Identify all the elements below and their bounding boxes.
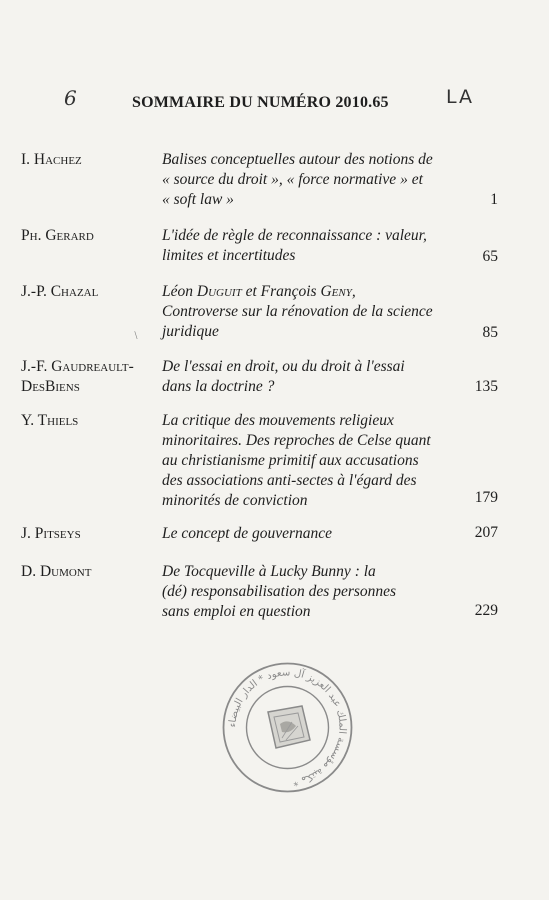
toc-title bbox=[162, 282, 467, 342]
toc-title bbox=[162, 524, 467, 544]
toc-title bbox=[162, 226, 467, 266]
toc-title-line: minorités de conviction bbox=[162, 492, 308, 509]
toc-page-number: 85 bbox=[482, 324, 498, 341]
toc-page-number: 179 bbox=[474, 489, 498, 506]
toc-title-line: sans emploi en question bbox=[162, 603, 311, 620]
toc-title-line: dans la doctrine ? bbox=[162, 378, 275, 395]
toc-title-line: De l'essai en droit, ou du droit à l'essai bbox=[162, 358, 405, 375]
toc-title-line: « source du droit », « force normative » et bbox=[162, 171, 423, 188]
toc-page-number: 135 bbox=[474, 378, 498, 395]
toc-author-line: J.-F. Gaudreault- bbox=[21, 358, 134, 375]
toc-author: Y. Thiels bbox=[21, 412, 79, 429]
toc-title bbox=[162, 150, 467, 210]
toc-title-line: Balises conceptuelles autour des notions de bbox=[162, 151, 433, 168]
toc-author: D. Dumont bbox=[21, 563, 92, 580]
stamp-text: مكتبة مؤسسة الملك عبد العزيز آل سعود * الدار البيضاء * bbox=[227, 667, 348, 788]
toc-title-line: Controverse sur la rénovation de la science bbox=[162, 303, 433, 320]
toc-author: J.-P. Chazal bbox=[21, 283, 99, 300]
handwritten-mark-left: 6 bbox=[64, 86, 77, 110]
toc-title-line: Le concept de gouvernance bbox=[162, 525, 333, 542]
stamp-emblem bbox=[268, 706, 310, 748]
toc-author-line: DesBiens bbox=[21, 378, 80, 395]
toc-title-line: Léon Duguit et François Geny, bbox=[162, 283, 356, 300]
toc-page-number: 1 bbox=[490, 191, 498, 208]
toc-title-line: La critique des mouvements religieux bbox=[162, 412, 394, 429]
toc-page-number: 229 bbox=[474, 602, 498, 619]
toc-author: I. Hachez bbox=[21, 151, 82, 168]
toc-title-line: limites et incertitudes bbox=[162, 247, 296, 264]
library-stamp bbox=[220, 660, 355, 795]
scan-mark: ﹨ bbox=[130, 327, 143, 341]
toc-page-number: 207 bbox=[474, 524, 498, 541]
toc-title-line: « soft law » bbox=[162, 191, 234, 208]
toc-title bbox=[162, 357, 467, 397]
toc-title-line: L'idée de règle de reconnaissance : valeur, bbox=[162, 227, 427, 244]
toc-title-line: des associations anti-sectes à l'égard des bbox=[162, 472, 417, 489]
toc-title-line: juridique bbox=[162, 323, 219, 340]
toc-author bbox=[21, 357, 166, 397]
toc-title bbox=[162, 411, 467, 511]
toc-title bbox=[162, 562, 467, 622]
toc-title-line: (dé) responsabilisation des personnes bbox=[162, 583, 397, 600]
toc-title-line: minoritaires. Des reproches de Celse quant bbox=[162, 432, 431, 449]
toc-title-line: au christianisme primitif aux accusations bbox=[162, 452, 419, 469]
handwritten-mark-right: LA bbox=[446, 86, 475, 108]
toc-page-number: 65 bbox=[482, 248, 498, 265]
toc-author: J. Pitseys bbox=[21, 525, 81, 542]
page-title: SOMMAIRE DU NUMÉRO 2010.65 bbox=[132, 94, 389, 111]
toc-title-line: De Tocqueville à Lucky Bunny : la bbox=[162, 563, 376, 580]
toc-author: Ph. Gerard bbox=[21, 227, 94, 244]
